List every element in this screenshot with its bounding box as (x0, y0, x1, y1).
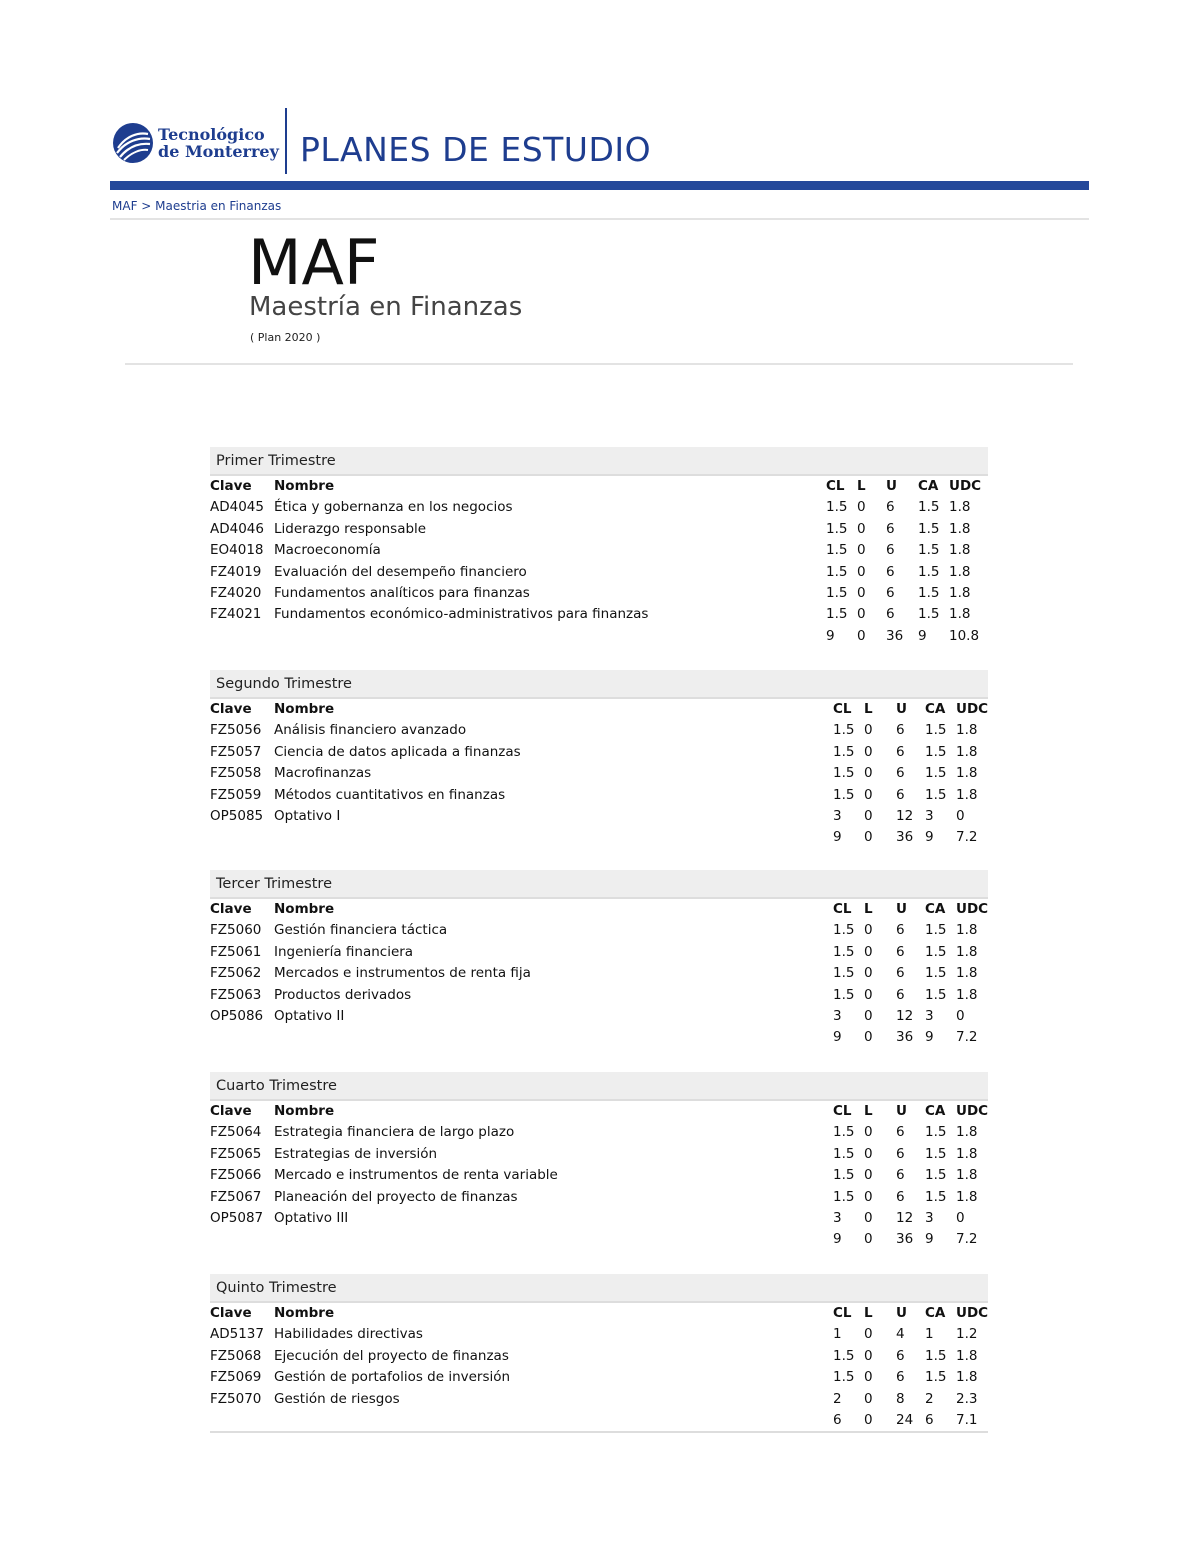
col-header-clave: Clave (210, 1305, 252, 1321)
course-cl: 1.5 (833, 1369, 855, 1386)
course-cl: 3 (833, 1209, 842, 1226)
term-title: Quinto Trimestre (210, 1274, 988, 1303)
course-udc: 1.2 (956, 1326, 978, 1343)
header-title: PLANES DE ESTUDIO (300, 130, 652, 169)
course-code: FZ5068 (210, 1347, 262, 1364)
total-ca: 9 (925, 1231, 934, 1248)
course-ca: 1.5 (918, 606, 940, 623)
course-code: FZ5066 (210, 1167, 262, 1184)
course-row[interactable] (210, 1144, 988, 1165)
course-name: Optativo I (274, 807, 341, 824)
course-name: Evaluación del desempeño financiero (274, 563, 527, 580)
course-u: 6 (896, 1347, 905, 1364)
course-cl: 2 (833, 1390, 842, 1407)
course-code: FZ5060 (210, 922, 262, 939)
course-udc: 1.8 (949, 520, 971, 537)
col-header-u: U (896, 701, 907, 717)
total-l: 0 (857, 627, 866, 644)
course-udc: 1.8 (956, 1188, 978, 1205)
course-code: FZ5065 (210, 1145, 262, 1162)
course-u: 6 (886, 542, 895, 559)
course-u: 6 (896, 922, 905, 939)
course-code: OP5085 (210, 807, 264, 824)
course-ca: 3 (925, 1007, 934, 1024)
course-cl: 1.5 (833, 786, 855, 803)
course-ca: 1.5 (918, 563, 940, 580)
col-header-clave: Clave (210, 1103, 252, 1119)
col-header-u: U (886, 478, 897, 494)
col-header-nombre: Nombre (274, 478, 335, 494)
course-cl: 1.5 (826, 499, 848, 516)
total-l: 0 (864, 1411, 873, 1428)
course-name: Macroeconomía (274, 542, 381, 559)
course-cl: 1.5 (826, 563, 848, 580)
course-cl: 1.5 (833, 922, 855, 939)
col-header-cl: CL (826, 478, 845, 494)
course-u: 6 (896, 765, 905, 782)
course-udc: 0 (956, 807, 965, 824)
col-header-udc: UDC (956, 1305, 989, 1321)
course-ca: 1.5 (918, 520, 940, 537)
course-ca: 1.5 (925, 1124, 947, 1141)
course-l: 0 (857, 606, 866, 623)
course-ca: 1.5 (925, 986, 947, 1003)
course-udc: 1.8 (956, 1145, 978, 1162)
totals-row (210, 626, 988, 647)
course-code: OP5086 (210, 1007, 264, 1024)
totals-row (210, 1027, 988, 1048)
course-code: FZ5057 (210, 743, 262, 760)
program-code: MAF (248, 226, 380, 299)
total-cl: 9 (833, 1231, 842, 1248)
course-name: Ejecución del proyecto de finanzas (274, 1347, 509, 1364)
course-code: OP5087 (210, 1209, 264, 1226)
course-u: 6 (896, 1188, 905, 1205)
course-u: 6 (896, 722, 905, 739)
course-l: 0 (857, 563, 866, 580)
total-udc: 7.2 (956, 1029, 978, 1046)
course-code: FZ4019 (210, 563, 262, 580)
course-ca: 1.5 (925, 1347, 947, 1364)
course-udc: 1.8 (949, 563, 971, 580)
term-section (210, 447, 988, 647)
total-udc: 7.2 (956, 1231, 978, 1248)
course-ca: 1.5 (925, 765, 947, 782)
logo-wordmark[interactable] (158, 126, 279, 160)
course-cl: 1.5 (826, 542, 848, 559)
course-udc: 1.8 (949, 542, 971, 559)
col-header-l: L (857, 478, 866, 494)
course-l: 0 (864, 922, 873, 939)
course-u: 6 (896, 1124, 905, 1141)
course-row[interactable] (210, 1324, 988, 1345)
course-code: FZ4020 (210, 584, 262, 601)
col-header-nombre: Nombre (274, 1305, 335, 1321)
course-ca: 1.5 (925, 1369, 947, 1386)
total-udc: 10.8 (949, 627, 980, 644)
course-row[interactable] (210, 1187, 988, 1208)
course-udc: 1.8 (956, 965, 978, 982)
course-name: Mercados e instrumentos de renta fija (274, 965, 531, 982)
course-row[interactable] (210, 519, 988, 540)
total-cl: 9 (833, 1029, 842, 1046)
course-udc: 2.3 (956, 1390, 978, 1407)
course-ca: 1.5 (918, 584, 940, 601)
course-udc: 0 (956, 1007, 965, 1024)
course-row[interactable] (210, 942, 988, 963)
course-udc: 1.8 (949, 499, 971, 516)
course-ca: 1.5 (918, 542, 940, 559)
col-header-l: L (864, 1103, 873, 1119)
course-code: FZ5067 (210, 1188, 262, 1205)
course-cl: 3 (833, 1007, 842, 1024)
course-udc: 1.8 (956, 743, 978, 760)
course-row[interactable] (210, 720, 988, 741)
course-u: 4 (896, 1326, 905, 1343)
course-row[interactable] (210, 583, 988, 604)
course-udc: 1.8 (956, 722, 978, 739)
course-name: Gestión de portafolios de inversión (274, 1369, 511, 1386)
course-l: 0 (864, 1347, 873, 1364)
course-udc: 1.8 (949, 584, 971, 601)
course-u: 6 (896, 943, 905, 960)
course-l: 0 (864, 1167, 873, 1184)
course-l: 0 (864, 765, 873, 782)
course-name: Habilidades directivas (274, 1326, 423, 1343)
course-l: 0 (864, 1209, 873, 1226)
course-ca: 1.5 (925, 965, 947, 982)
col-header-ca: CA (925, 901, 946, 917)
column-header-row (210, 1303, 988, 1324)
course-name: Ética y gobernanza en los negocios (274, 499, 513, 516)
logo-line-2: de Monterrey (158, 142, 279, 161)
course-cl: 1.5 (833, 1347, 855, 1364)
total-cl: 9 (833, 829, 842, 846)
course-name: Estrategia financiera de largo plazo (274, 1124, 515, 1141)
total-l: 0 (864, 1231, 873, 1248)
course-code: AD5137 (210, 1326, 264, 1343)
col-header-u: U (896, 901, 907, 917)
course-code: FZ5069 (210, 1369, 262, 1386)
course-ca: 1.5 (925, 1145, 947, 1162)
course-l: 0 (864, 786, 873, 803)
course-cl: 1 (833, 1326, 842, 1343)
site-header (110, 108, 1090, 178)
course-cl: 1.5 (826, 520, 848, 537)
course-name: Fundamentos analíticos para finanzas (274, 584, 530, 601)
course-u: 6 (886, 520, 895, 537)
course-name: Productos derivados (274, 986, 412, 1003)
course-name: Ingeniería financiera (274, 943, 414, 960)
term-section (210, 1274, 988, 1433)
course-l: 0 (857, 584, 866, 601)
course-code: FZ4021 (210, 606, 262, 623)
col-header-u: U (896, 1305, 907, 1321)
course-udc: 1.8 (956, 986, 978, 1003)
course-l: 0 (857, 499, 866, 516)
course-udc: 1.8 (956, 922, 978, 939)
column-header-row (210, 699, 988, 720)
total-ca: 9 (925, 1029, 934, 1046)
course-row[interactable] (210, 806, 988, 827)
col-header-udc: UDC (956, 901, 989, 917)
term-section (210, 670, 988, 849)
total-u: 36 (896, 1231, 914, 1248)
term-title: Cuarto Trimestre (210, 1072, 988, 1101)
course-udc: 1.8 (956, 943, 978, 960)
col-header-cl: CL (833, 901, 852, 917)
course-ca: 1.5 (925, 1167, 947, 1184)
course-u: 6 (886, 606, 895, 623)
logo-line-1: Tecnológico (158, 125, 265, 144)
course-cl: 1.5 (833, 986, 855, 1003)
course-ca: 3 (925, 1209, 934, 1226)
col-header-u: U (896, 1103, 907, 1119)
total-l: 0 (864, 829, 873, 846)
course-name: Estrategias de inversión (274, 1145, 438, 1162)
course-cl: 1.5 (833, 722, 855, 739)
course-ca: 2 (925, 1390, 934, 1407)
course-u: 6 (886, 584, 895, 601)
course-row[interactable] (210, 1122, 988, 1143)
course-u: 6 (896, 786, 905, 803)
course-row[interactable] (210, 785, 988, 806)
course-u: 6 (896, 1145, 905, 1162)
course-code: FZ5061 (210, 943, 262, 960)
course-udc: 1.8 (956, 786, 978, 803)
course-name: Macrofinanzas (274, 765, 372, 782)
course-ca: 1.5 (925, 722, 947, 739)
term-section (210, 1072, 988, 1251)
course-row[interactable] (210, 1367, 988, 1388)
course-ca: 3 (925, 807, 934, 824)
program-plan: ( Plan 2020 ) (250, 331, 321, 344)
course-name: Mercado e instrumentos de renta variable (274, 1167, 558, 1184)
course-u: 6 (896, 1369, 905, 1386)
total-u: 36 (896, 1029, 914, 1046)
course-row[interactable] (210, 742, 988, 763)
term-title: Tercer Trimestre (210, 870, 988, 899)
course-u: 12 (896, 1209, 914, 1226)
course-ca: 1.5 (925, 922, 947, 939)
course-name: Métodos cuantitativos en finanzas (274, 786, 506, 803)
course-code: EO4018 (210, 542, 264, 559)
course-l: 0 (864, 1188, 873, 1205)
course-udc: 1.8 (956, 1167, 978, 1184)
course-ca: 1.5 (925, 1188, 947, 1205)
course-name: Análisis financiero avanzado (274, 722, 467, 739)
course-row[interactable] (210, 763, 988, 784)
course-l: 0 (857, 542, 866, 559)
course-udc: 1.8 (956, 1347, 978, 1364)
course-l: 0 (864, 1369, 873, 1386)
total-u: 36 (896, 829, 914, 846)
course-code: AD4046 (210, 520, 264, 537)
col-header-udc: UDC (949, 478, 982, 494)
course-udc: 1.8 (956, 1124, 978, 1141)
total-u: 24 (896, 1411, 914, 1428)
col-header-clave: Clave (210, 901, 252, 917)
course-cl: 1.5 (826, 584, 848, 601)
course-l: 0 (864, 1007, 873, 1024)
col-header-nombre: Nombre (274, 1103, 335, 1119)
col-header-udc: UDC (956, 701, 989, 717)
course-row[interactable] (210, 1208, 988, 1229)
course-l: 0 (864, 1145, 873, 1162)
course-code: AD4045 (210, 499, 264, 516)
course-l: 0 (864, 1326, 873, 1343)
term-section (210, 870, 988, 1049)
course-code: FZ5059 (210, 786, 262, 803)
course-code: FZ5056 (210, 722, 262, 739)
course-row[interactable] (210, 920, 988, 941)
course-l: 0 (864, 986, 873, 1003)
course-cl: 1.5 (826, 606, 848, 623)
course-row[interactable] (210, 985, 988, 1006)
course-row[interactable] (210, 1006, 988, 1027)
col-header-ca: CA (918, 478, 939, 494)
total-ca: 6 (925, 1411, 934, 1428)
course-u: 6 (896, 965, 905, 982)
total-udc: 7.2 (956, 829, 978, 846)
course-l: 0 (864, 965, 873, 982)
course-code: FZ5070 (210, 1390, 262, 1407)
col-header-udc: UDC (956, 1103, 989, 1119)
course-name: Fundamentos económico-administrativos para finanzas (274, 606, 649, 623)
total-ca: 9 (918, 627, 927, 644)
course-row[interactable] (210, 1389, 988, 1410)
course-cl: 1.5 (833, 1145, 855, 1162)
course-cl: 1.5 (833, 1167, 855, 1184)
course-l: 0 (864, 1390, 873, 1407)
course-row[interactable] (210, 540, 988, 561)
course-row[interactable] (210, 497, 988, 518)
course-ca: 1.5 (925, 743, 947, 760)
totals-row (210, 1410, 988, 1431)
course-ca: 1.5 (925, 943, 947, 960)
col-header-ca: CA (925, 701, 946, 717)
course-name: Optativo III (274, 1209, 349, 1226)
column-header-row (210, 476, 988, 497)
total-u: 36 (886, 627, 904, 644)
header-bar (110, 181, 1089, 190)
course-u: 8 (896, 1390, 905, 1407)
course-name: Ciencia de datos aplicada a finanzas (274, 743, 521, 760)
column-header-row (210, 1101, 988, 1122)
col-header-nombre: Nombre (274, 701, 335, 717)
course-name: Gestión de riesgos (274, 1390, 400, 1407)
col-header-ca: CA (925, 1103, 946, 1119)
course-u: 12 (896, 807, 914, 824)
course-row[interactable] (210, 562, 988, 583)
course-code: FZ5064 (210, 1124, 262, 1141)
course-l: 0 (864, 1124, 873, 1141)
col-header-l: L (864, 701, 873, 717)
course-u: 12 (896, 1007, 914, 1024)
col-header-cl: CL (833, 701, 852, 717)
course-row[interactable] (210, 604, 988, 625)
total-cl: 9 (826, 627, 835, 644)
divider (125, 363, 1073, 365)
total-cl: 6 (833, 1411, 842, 1428)
course-l: 0 (857, 520, 866, 537)
course-u: 6 (896, 1167, 905, 1184)
term-title: Segundo Trimestre (210, 670, 988, 699)
course-code: FZ5058 (210, 765, 262, 782)
course-cl: 1.5 (833, 765, 855, 782)
course-udc: 1.8 (956, 1369, 978, 1386)
col-header-nombre: Nombre (274, 901, 335, 917)
course-code: FZ5063 (210, 986, 262, 1003)
tec-logo-icon (112, 122, 154, 164)
col-header-l: L (864, 901, 873, 917)
col-header-ca: CA (925, 1305, 946, 1321)
col-header-clave: Clave (210, 701, 252, 717)
course-name: Optativo II (274, 1007, 345, 1024)
course-cl: 1.5 (833, 1124, 855, 1141)
course-u: 6 (896, 743, 905, 760)
course-u: 6 (886, 499, 895, 516)
course-l: 0 (864, 807, 873, 824)
course-l: 0 (864, 943, 873, 960)
col-header-cl: CL (833, 1103, 852, 1119)
course-cl: 1.5 (833, 965, 855, 982)
course-cl: 1.5 (833, 943, 855, 960)
course-udc: 1.8 (949, 606, 971, 623)
divider (110, 218, 1089, 220)
total-udc: 7.1 (956, 1411, 978, 1428)
total-ca: 9 (925, 829, 934, 846)
breadcrumb[interactable]: MAF > Maestria en Finanzas (112, 199, 282, 213)
course-name: Gestión financiera táctica (274, 922, 448, 939)
course-cl: 1.5 (833, 1188, 855, 1205)
course-l: 0 (864, 722, 873, 739)
course-row[interactable] (210, 963, 988, 984)
col-header-cl: CL (833, 1305, 852, 1321)
totals-row (210, 1229, 988, 1250)
course-cl: 1.5 (833, 743, 855, 760)
course-cl: 3 (833, 807, 842, 824)
course-l: 0 (864, 743, 873, 760)
course-name: Liderazgo responsable (274, 520, 427, 537)
course-udc: 1.8 (956, 765, 978, 782)
column-header-row (210, 899, 988, 920)
term-title: Primer Trimestre (210, 447, 988, 476)
course-ca: 1.5 (925, 786, 947, 803)
course-u: 6 (886, 563, 895, 580)
col-header-clave: Clave (210, 478, 252, 494)
course-code: FZ5062 (210, 965, 262, 982)
total-l: 0 (864, 1029, 873, 1046)
program-name: Maestría en Finanzas (249, 292, 523, 322)
totals-row (210, 827, 988, 848)
col-header-l: L (864, 1305, 873, 1321)
course-row[interactable] (210, 1346, 988, 1367)
course-ca: 1.5 (918, 499, 940, 516)
course-udc: 0 (956, 1209, 965, 1226)
header-divider (285, 108, 287, 174)
course-u: 6 (896, 986, 905, 1003)
course-row[interactable] (210, 1165, 988, 1186)
course-name: Planeación del proyecto de finanzas (274, 1188, 518, 1205)
course-ca: 1 (925, 1326, 934, 1343)
